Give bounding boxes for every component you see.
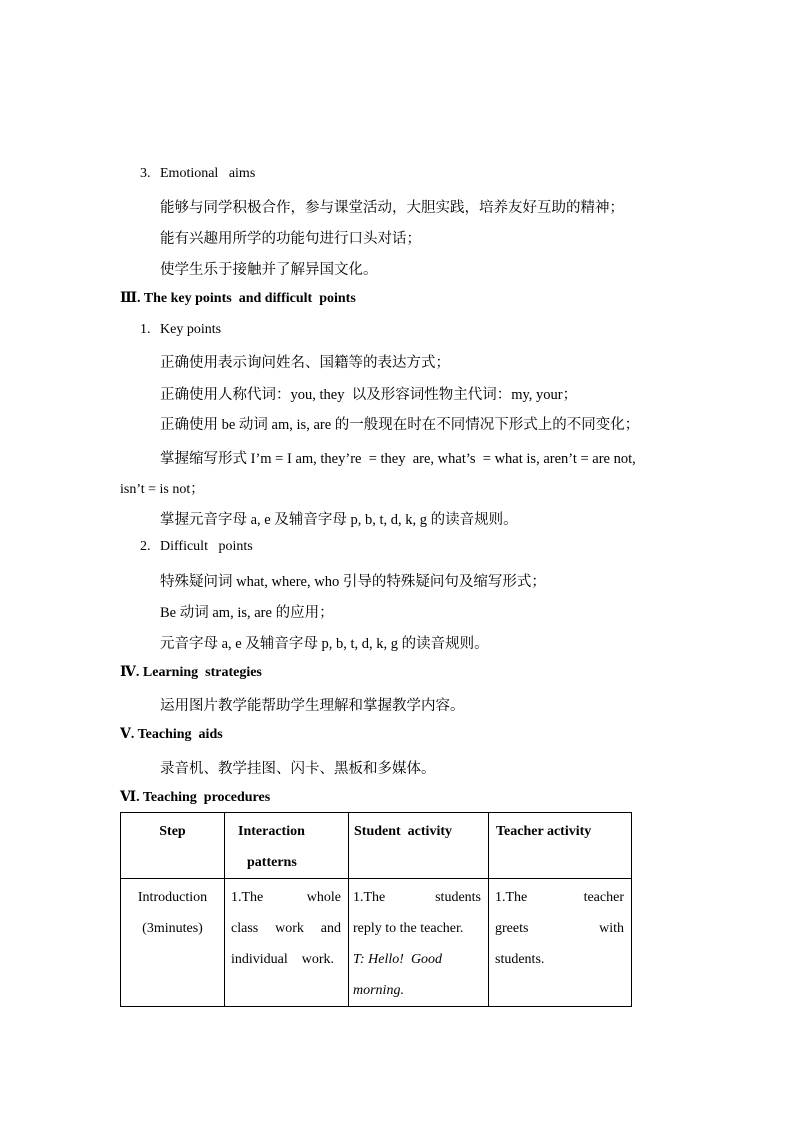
interaction-line-1 — [231, 882, 341, 913]
key-points-line-1: 正确使用表示询问姓名、国籍等的表达方式； — [160, 355, 450, 371]
table-row — [121, 879, 632, 1007]
key-points-line-2: 正确使用人称代词：you, they 以及形容词性物主代词：my, your； — [160, 387, 578, 403]
key-points-line-3: 正确使用 be 动词 am, is, are 的一般现在时在不同情况下形式上的不同变化； — [160, 417, 640, 433]
step-name: Introduction — [137, 890, 208, 905]
interaction-word: whole — [306, 890, 341, 905]
teaching-procedures-heading: Ⅵ. Teaching procedures — [120, 790, 271, 805]
interaction-line-3 — [231, 944, 341, 975]
cell-step — [121, 879, 225, 1007]
interaction-word: work — [275, 921, 304, 936]
interaction-word: and — [320, 921, 341, 936]
header-interaction-line-1: Interaction — [238, 824, 305, 839]
key-points-line-4: 掌握缩写形式 I’m = I am, they’re = they are, what’s = what is, aren’t = are not, — [160, 451, 636, 467]
difficult-points-line-3: 元音字母 a, e 及辅音字母 p, b, t, d, k, g 的读音规则。 — [160, 636, 489, 652]
difficult-points-line-2: Be 动词 am, is, are 的应用； — [160, 605, 334, 621]
header-student-activity: Student activity — [349, 813, 489, 879]
difficult-points-title: Difficult points — [160, 539, 253, 554]
teaching-aids-line: 录音机、教学挂图、闪卡、黑板和多媒体。 — [160, 761, 436, 777]
interaction-word: individual — [231, 952, 288, 967]
header-step: Step — [121, 813, 225, 879]
procedures-table — [120, 812, 632, 1007]
interaction-word: work. — [301, 952, 335, 967]
teaching-aids-heading: Ⅴ. Teaching aids — [120, 727, 223, 742]
teacher-word: with — [599, 921, 624, 936]
emotional-aims-title: Emotional aims — [160, 166, 256, 181]
student-line-2: reply to the teacher. — [353, 921, 464, 936]
teacher-word: 1.The — [495, 890, 528, 905]
key-points-line-6: 掌握元音字母 a, e 及辅音字母 p, b, t, d, k, g 的读音规则。 — [160, 512, 518, 528]
header-teacher-activity: Teacher activity — [489, 813, 632, 879]
emotional-aims-line-2: 能有兴趣用所学的功能句进行口头对话； — [160, 231, 421, 247]
teacher-word: teacher — [583, 890, 624, 905]
header-interaction-line-2: patterns — [247, 855, 297, 870]
teacher-line-1 — [495, 882, 624, 913]
key-points-heading: Ⅲ. The key points and difficult points — [120, 291, 356, 306]
table-header-row — [121, 813, 632, 879]
cell-student-activity — [349, 879, 489, 1007]
interaction-word: 1.The — [231, 890, 264, 905]
interaction-word: class — [231, 921, 259, 936]
key-points-number: 1. — [140, 322, 151, 337]
teacher-line-2 — [495, 913, 624, 944]
student-word: 1.The — [353, 890, 386, 905]
teacher-word: greets — [495, 921, 529, 936]
difficult-points-line-1: 特殊疑问词 what, where, who 引导的特殊疑问句及缩写形式； — [160, 574, 546, 590]
header-interaction-patterns — [225, 813, 349, 879]
difficult-points-number: 2. — [140, 539, 151, 554]
student-line-3: T: Hello! Good — [353, 952, 443, 967]
cell-interaction — [225, 879, 349, 1007]
learning-strategies-heading: Ⅳ. Learning strategies — [120, 665, 262, 680]
teacher-line-3: students. — [495, 952, 545, 967]
key-points-line-5: isn’t = is not； — [120, 482, 205, 497]
cell-teacher-activity — [489, 879, 632, 1007]
student-word: students — [435, 890, 481, 905]
learning-strategies-line: 运用图片教学能帮助学生理解和掌握教学内容。 — [160, 698, 465, 714]
student-line-4: morning. — [353, 983, 404, 998]
emotional-aims-number: 3. — [140, 166, 151, 181]
key-points-title: Key points — [160, 322, 222, 337]
step-duration: (3minutes) — [142, 921, 203, 936]
emotional-aims-line-3: 使学生乐于接触并了解异国文化。 — [160, 262, 378, 278]
emotional-aims-line-1: 能够与同学积极合作，参与课堂活动，大胆实践，培养友好互助的精神； — [160, 200, 624, 216]
interaction-line-2 — [231, 913, 341, 944]
student-line-1 — [353, 882, 481, 913]
